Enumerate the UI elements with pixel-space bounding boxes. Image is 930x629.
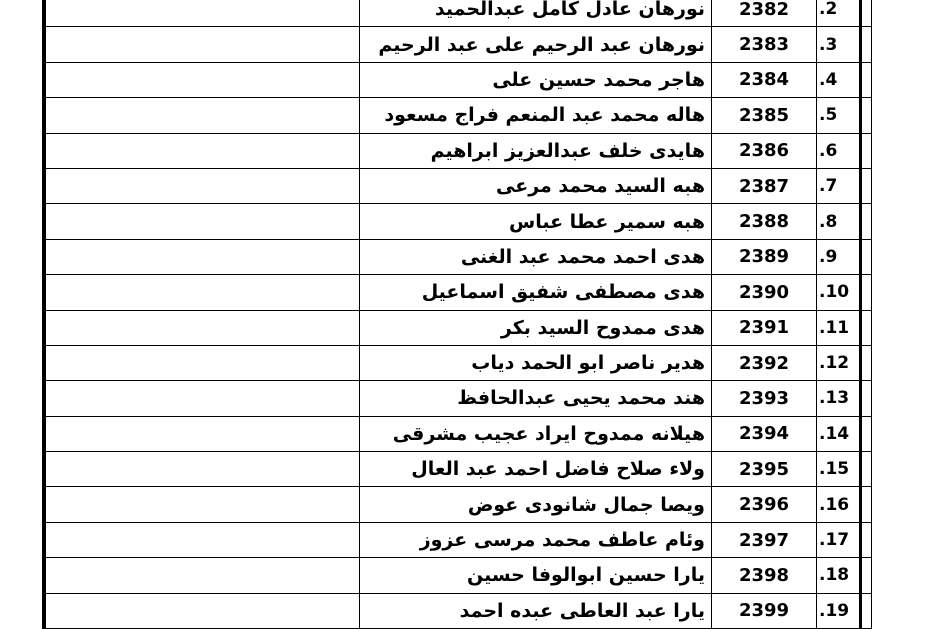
student-code: 2386 [712, 133, 817, 168]
row-number: .17 [817, 522, 872, 557]
student-name: هايدى خلف عبدالعزيز ابراهيم [360, 133, 712, 168]
student-name: هيلانه ممدوح ايراد عجيب مشرقى [360, 416, 712, 451]
table-row [46, 487, 872, 522]
table-row [46, 62, 872, 97]
roster-sheet [42, 0, 862, 629]
row-number: .13 [817, 381, 872, 416]
row-number: .8 [817, 204, 872, 239]
row-number: .2 [817, 0, 872, 27]
table-row [46, 345, 872, 380]
row-number: .12 [817, 345, 872, 380]
table-row [46, 239, 872, 274]
student-name: هدى احمد محمد عبد الغنى [360, 239, 712, 274]
student-name: يارا حسين ابوالوفا حسين [360, 558, 712, 593]
blank-cell [46, 62, 360, 97]
blank-cell [46, 381, 360, 416]
student-name: هاله محمد عبد المنعم فراج مسعود [360, 98, 712, 133]
student-code: 2390 [712, 275, 817, 310]
table-row [46, 416, 872, 451]
table-row [46, 27, 872, 62]
blank-cell [46, 593, 360, 628]
student-name: هبه السيد محمد مرعى [360, 168, 712, 203]
student-code: 2396 [712, 487, 817, 522]
table-row [46, 275, 872, 310]
student-name: هبه سمير عطا عباس [360, 204, 712, 239]
blank-cell [46, 98, 360, 133]
student-name: هدير ناصر ابو الحمد دياب [360, 345, 712, 380]
student-code: 2391 [712, 310, 817, 345]
student-code: 2394 [712, 416, 817, 451]
blank-cell [46, 522, 360, 557]
student-code: 2393 [712, 381, 817, 416]
row-number: .5 [817, 98, 872, 133]
blank-cell [46, 239, 360, 274]
blank-cell [46, 0, 360, 27]
student-name: هند محمد يحيى عبدالحافظ [360, 381, 712, 416]
table-row [46, 204, 872, 239]
table-row [46, 0, 872, 27]
student-code: 2383 [712, 27, 817, 62]
student-code: 2382 [712, 0, 817, 27]
table-row [46, 310, 872, 345]
blank-cell [46, 133, 360, 168]
student-code: 2399 [712, 593, 817, 628]
student-code: 2385 [712, 98, 817, 133]
blank-cell [46, 345, 360, 380]
row-number: .3 [817, 27, 872, 62]
roster-body [46, 0, 872, 629]
row-number: .19 [817, 593, 872, 628]
blank-cell [46, 310, 360, 345]
student-name: ويصا جمال شانودى عوض [360, 487, 712, 522]
student-name: ولاء صلاح فاضل احمد عبد العال [360, 452, 712, 487]
student-code: 2395 [712, 452, 817, 487]
student-code: 2398 [712, 558, 817, 593]
table-row [46, 168, 872, 203]
row-number: .16 [817, 487, 872, 522]
student-code: 2384 [712, 62, 817, 97]
student-name: وئام عاطف محمد مرسى عزوز [360, 522, 712, 557]
blank-cell [46, 452, 360, 487]
student-name: هدى مصطفى شفيق اسماعيل [360, 275, 712, 310]
row-number: .15 [817, 452, 872, 487]
table-row [46, 452, 872, 487]
blank-cell [46, 168, 360, 203]
table-row [46, 593, 872, 628]
row-number: .11 [817, 310, 872, 345]
table-row [46, 522, 872, 557]
row-number: .14 [817, 416, 872, 451]
row-number: .10 [817, 275, 872, 310]
student-code: 2387 [712, 168, 817, 203]
student-code: 2397 [712, 522, 817, 557]
student-code: 2388 [712, 204, 817, 239]
blank-cell [46, 558, 360, 593]
blank-cell [46, 27, 360, 62]
table-row [46, 98, 872, 133]
student-code: 2392 [712, 345, 817, 380]
blank-cell [46, 487, 360, 522]
blank-cell [46, 204, 360, 239]
table-row [46, 381, 872, 416]
row-number: .18 [817, 558, 872, 593]
table-row [46, 558, 872, 593]
student-name: يارا عبد العاطى عبده احمد [360, 593, 712, 628]
row-number: .6 [817, 133, 872, 168]
student-name: هدى ممدوح السيد بكر [360, 310, 712, 345]
row-number: .7 [817, 168, 872, 203]
blank-cell [46, 275, 360, 310]
roster-table [45, 0, 872, 629]
blank-cell [46, 416, 360, 451]
table-row [46, 133, 872, 168]
row-number: .9 [817, 239, 872, 274]
student-name: نورهان عادل كامل عبدالحميد [360, 0, 712, 27]
row-number: .4 [817, 62, 872, 97]
student-name: هاجر محمد حسين على [360, 62, 712, 97]
student-code: 2389 [712, 239, 817, 274]
student-name: نورهان عبد الرحيم على عبد الرحيم [360, 27, 712, 62]
